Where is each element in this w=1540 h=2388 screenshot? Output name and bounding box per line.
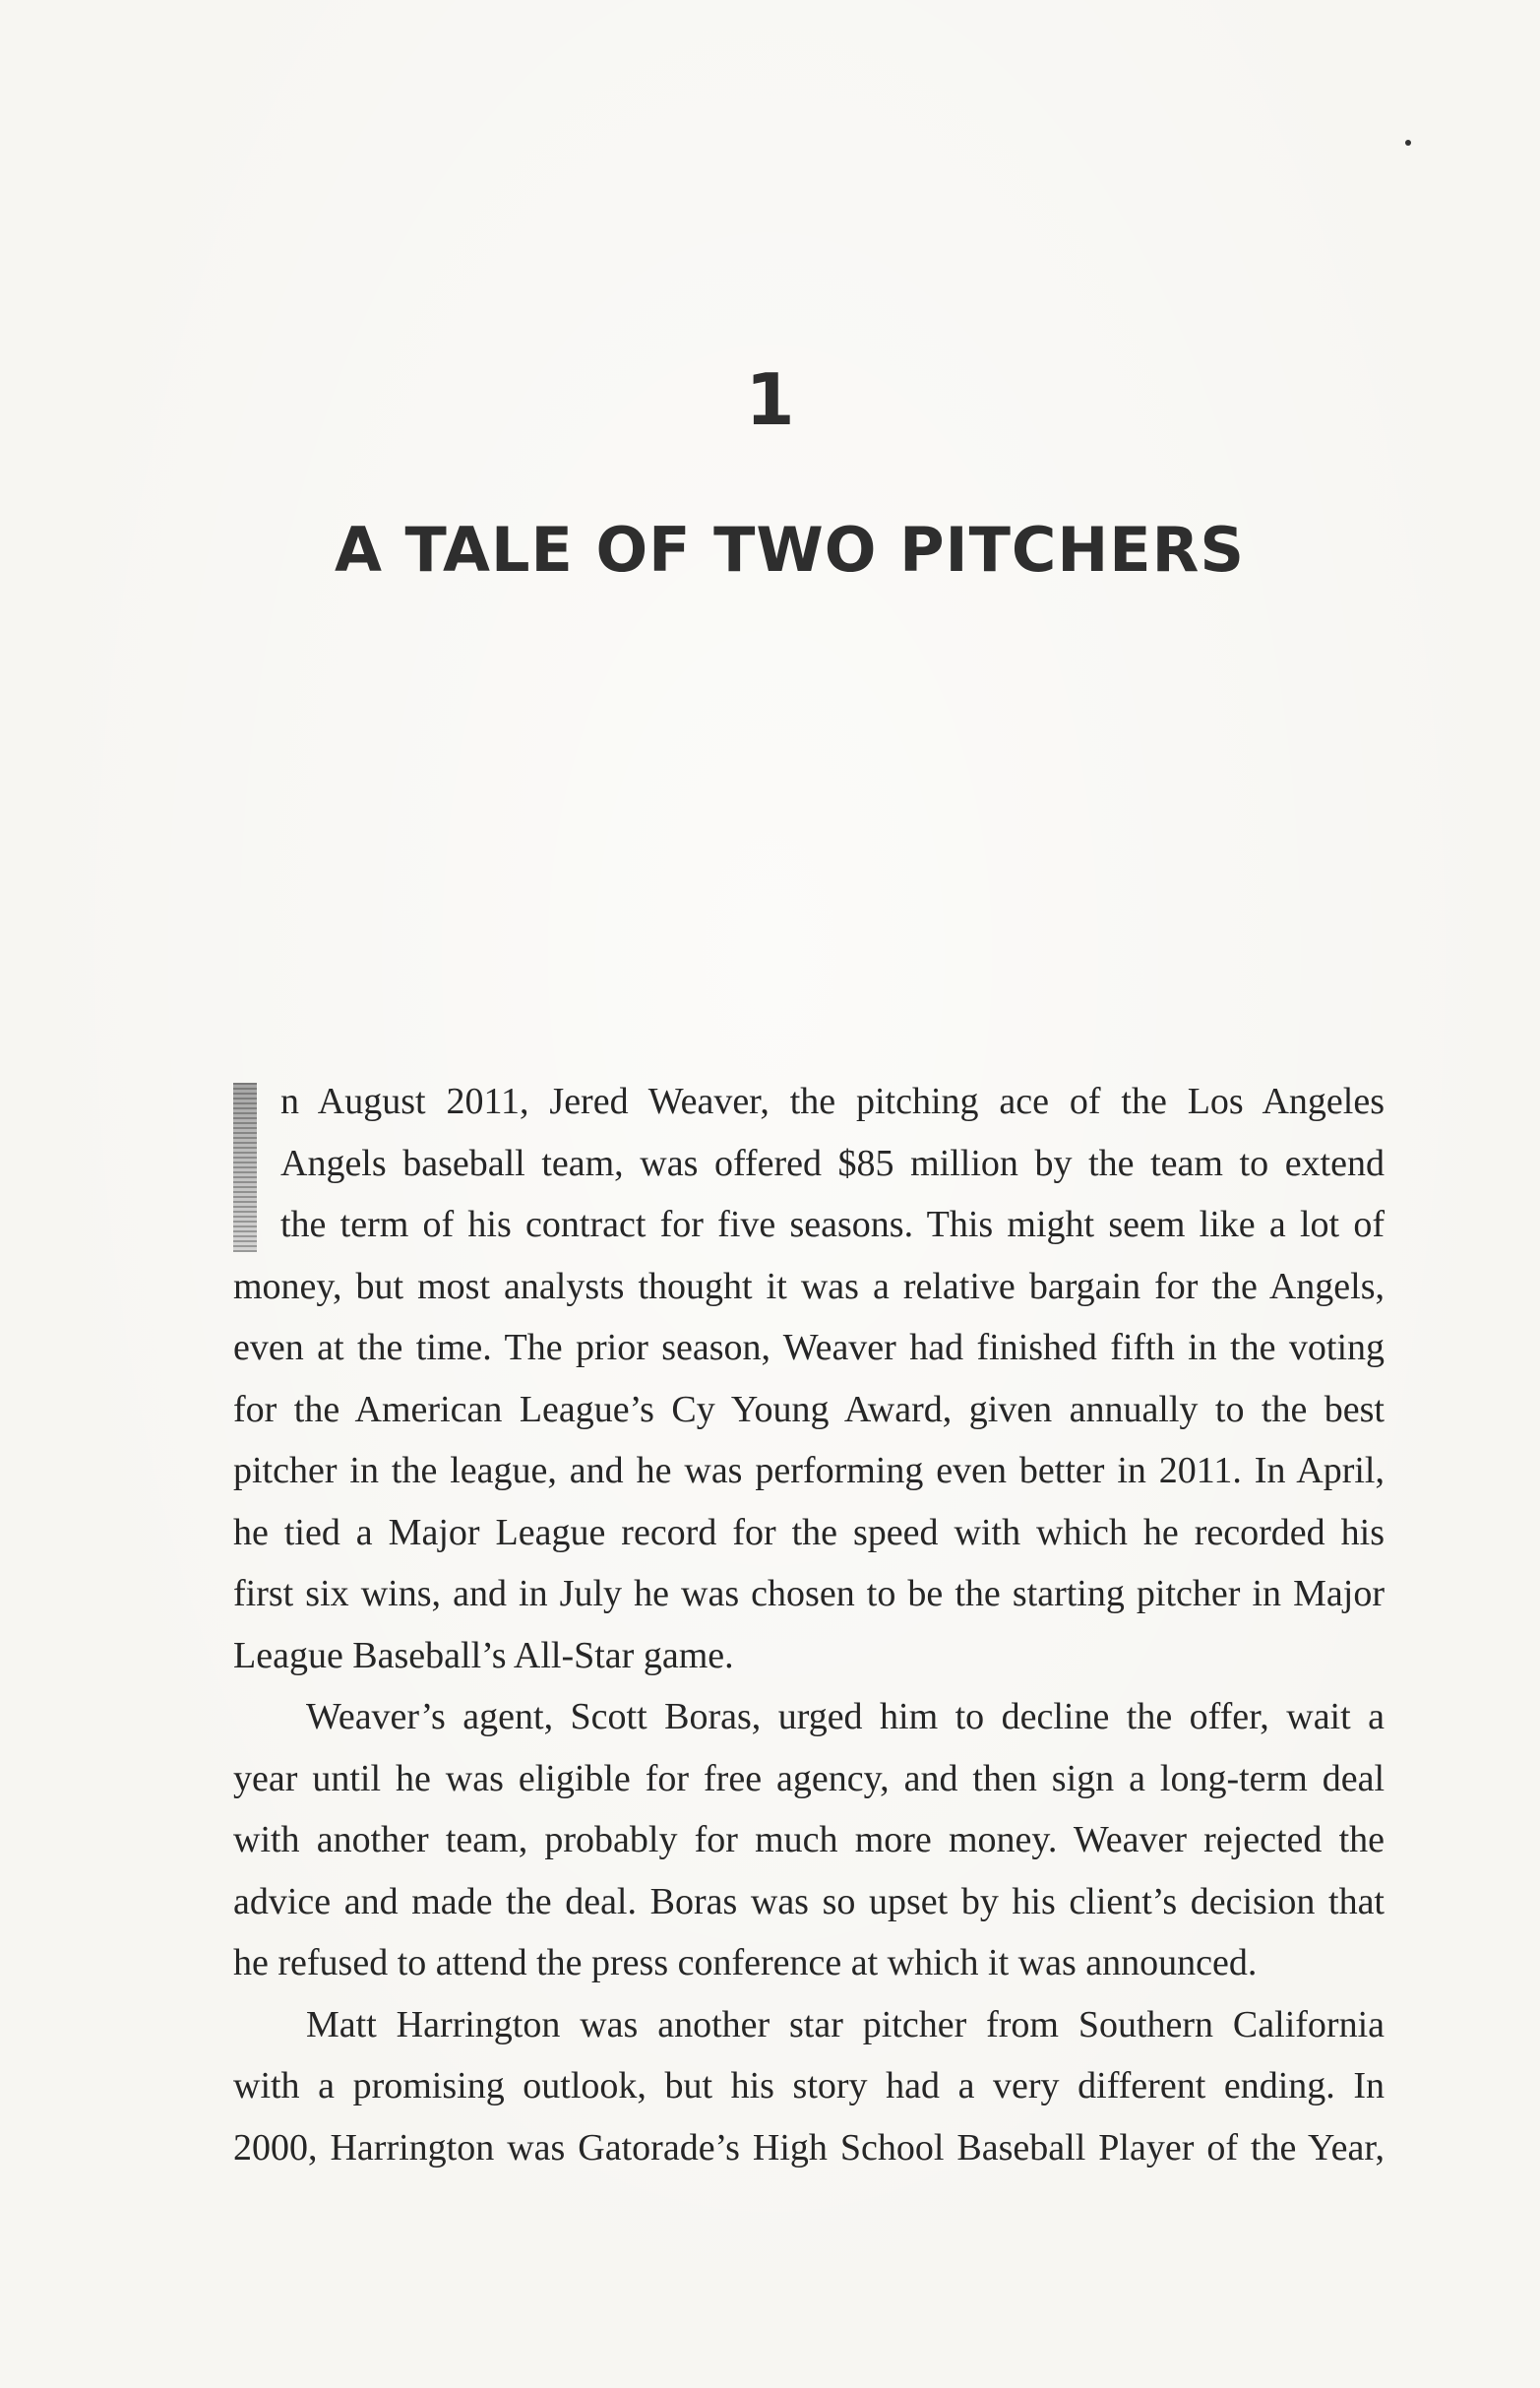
text-line: advice and made the deal. Boras was so upset by his client’s decision that — [233, 1880, 1385, 1922]
text-line: Matt Harrington was another star pitcher from Southern California — [306, 2003, 1385, 2045]
page-speck — [1405, 140, 1411, 146]
text-line: League Baseball’s All-Star game. — [233, 1634, 734, 1676]
chapter-title: A TALE OF TWO PITCHERS — [334, 514, 1246, 586]
chapter-number: 1 — [745, 358, 795, 441]
text-line: Weaver’s agent, Scott Boras, urged him to decline the offer, wait a — [306, 1696, 1385, 1737]
text-line: he tied a Major League record for the speed with which he recorded his — [233, 1511, 1385, 1553]
text-line: money, but most analysts thought it was a relative bargain for the Angels, — [233, 1265, 1385, 1307]
text-line: first six wins, and in July he was chosen to be the starting pitcher in Major — [233, 1573, 1385, 1614]
text-line: for the American League’s Cy Young Award, given annually to the best — [233, 1388, 1385, 1430]
text-line: year until he was eligible for free agency, and then sign a long-term deal — [233, 1757, 1385, 1799]
text-line: Angels baseball team, was offered $85 million by the team to extend — [280, 1142, 1385, 1184]
text-line: pitcher in the league, and he was performing even better in 2011. In April, — [233, 1450, 1385, 1491]
body-text — [233, 1071, 1385, 2178]
text-line: n August 2011, Jered Weaver, the pitching ace of the Los Angeles — [280, 1081, 1385, 1122]
text-line: with a promising outlook, but his story had a very different ending. In — [233, 2065, 1385, 2106]
text-line: he refused to attend the press conference at which it was announced. — [233, 1942, 1258, 1983]
text-line: even at the time. The prior season, Weaver had finished fifth in the voting — [233, 1327, 1385, 1368]
text-line: 2000, Harrington was Gatorade’s High School Baseball Player of the Year, — [233, 2126, 1385, 2168]
text-line: the term of his contract for five seasons. This might seem like a lot of — [280, 1204, 1385, 1245]
text-line: with another team, probably for much more money. Weaver rejected the — [233, 1819, 1385, 1860]
